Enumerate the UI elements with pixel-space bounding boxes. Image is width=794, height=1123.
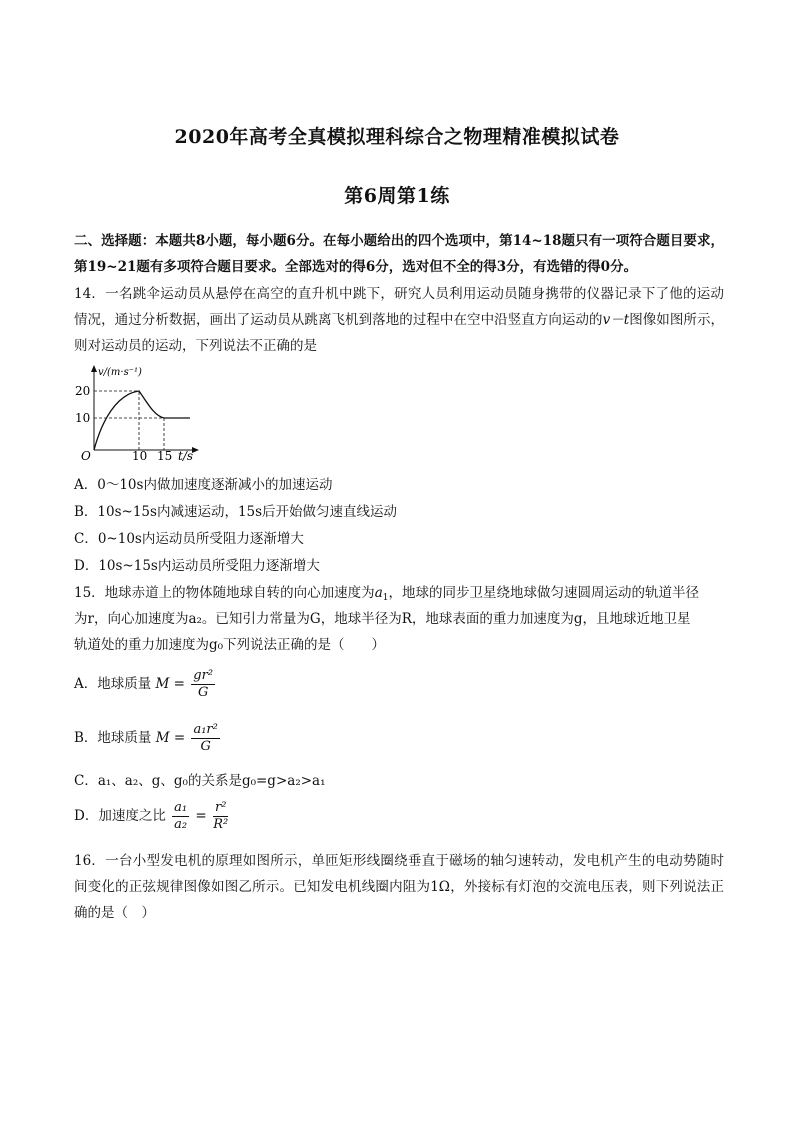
q14-option-a: A．0～10s内做加速度逐渐减小的加速运动 <box>74 477 333 493</box>
q15-option-d <box>74 800 230 833</box>
q15-var-a1-sub: 1 <box>382 593 389 603</box>
q15-line3: 轨道处的重力加速度为g₀下列说法正确的是（ ） <box>74 637 386 653</box>
q15-opt-a-label: A．地球质量 <box>74 676 152 692</box>
q14-stem <box>74 281 724 359</box>
fraction-numerator: a₁r² <box>193 722 218 737</box>
equals-sign: = <box>195 808 207 824</box>
q15-opt-b-fraction <box>191 722 219 755</box>
section-heading: 二、选择题：本题共8小题，每小题6分。在每小题给出的四个选项中，第14~18题只有一项符合题目要求，第19~21题有多项符合题目要求。全部选对的得6分，选对但不全的得3分，有选错的得0分。 <box>74 233 724 275</box>
fraction-numerator: a₁ <box>174 800 188 815</box>
q14-option-d: D．10s~15s内运动员所受阻力逐渐增大 <box>74 558 320 574</box>
q15-line1 <box>74 581 699 603</box>
q15-line2: 为r，向心加速度为a₂。已知引力常量为G，地球半径为R，地球表面的重力加速度为g，且地球近地卫星 <box>74 611 691 627</box>
q15-opt-d-right-fraction <box>213 800 228 833</box>
q15-option-b <box>74 722 222 755</box>
page-subtitle: 第6周第1练 <box>344 185 450 207</box>
x-axis-label: t/s <box>178 449 194 462</box>
y-axis-arrow <box>91 365 97 372</box>
fraction-numerator: r² <box>215 800 227 815</box>
y-tick-10: 10 <box>75 411 91 425</box>
q15-var-a1: a <box>374 585 383 601</box>
fraction-denominator: a₂ <box>174 817 188 832</box>
fraction-numerator: gr² <box>193 668 214 683</box>
fraction-denominator: R² <box>213 817 229 832</box>
y-axis-label: v/(m·s⁻¹) <box>98 367 142 378</box>
q15-option-c: C．a₁、a₂、g、g₀的关系是g₀=g>a₂>a₁ <box>74 773 326 789</box>
q14-stem-var: v－t <box>602 312 630 328</box>
fraction-denominator: G <box>197 685 209 700</box>
q15-opt-b-lhs: M = <box>155 730 186 746</box>
q14-option-b: B．10s~15s内减速运动，15s后开始做匀速直线运动 <box>74 504 398 520</box>
q14-vt-graph <box>72 362 202 462</box>
q15-opt-b-label: B．地球质量 <box>74 730 152 746</box>
q15-opt-d-label: D．加速度之比 <box>74 808 166 824</box>
fraction-denominator: G <box>200 739 211 754</box>
x-axis-arrow <box>192 447 199 453</box>
q14-stem-b: 图像如图所示，则对运动员的运动，下列说法不正确的是 <box>74 312 725 354</box>
page-title: 2020年高考全真模拟理科综合之物理精准模拟试卷 <box>174 126 620 148</box>
y-tick-20: 20 <box>75 384 91 398</box>
x-tick-10: 10 <box>132 449 148 462</box>
q15-opt-a-fraction <box>191 668 215 701</box>
q14-stem-a: 14．一名跳伞运动员从悬停在高空的直升机中跳下，研究人员利用运动员随身携带的仪器记录下了他的运动情况，通过分析数据，画出了运动员从跳离飞机到落地的过程中在空中沿竖直方向运动的 <box>74 286 724 328</box>
origin-label: O <box>81 449 91 462</box>
q16-stem: 16．一台小型发电机的原理如图所示，单匝矩形线圈绕垂直于磁场的轴匀速转动，发电机产生的电动势随时间变化的正弦规律图像如图乙所示。已知发电机线圈内阻为1Ω，外接标有灯泡的交流电压表，则下列说法正确的是（ ） <box>74 853 724 921</box>
q15-line1-end: ，地球的同步卫星绕地球做匀速圆周运动的轨道半径 <box>388 585 699 601</box>
q14-option-c: C．0~10s内运动员所受阻力逐渐增大 <box>74 531 304 547</box>
q15-opt-d-left-fraction <box>172 800 189 833</box>
q15-option-a <box>74 668 217 701</box>
vt-curve <box>94 391 190 450</box>
q15-opt-a-lhs: M = <box>155 676 185 692</box>
q15-line1-text: 15．地球赤道上的物体随地球自转的向心加速度为 <box>74 585 375 601</box>
x-tick-15: 15 <box>157 449 173 462</box>
